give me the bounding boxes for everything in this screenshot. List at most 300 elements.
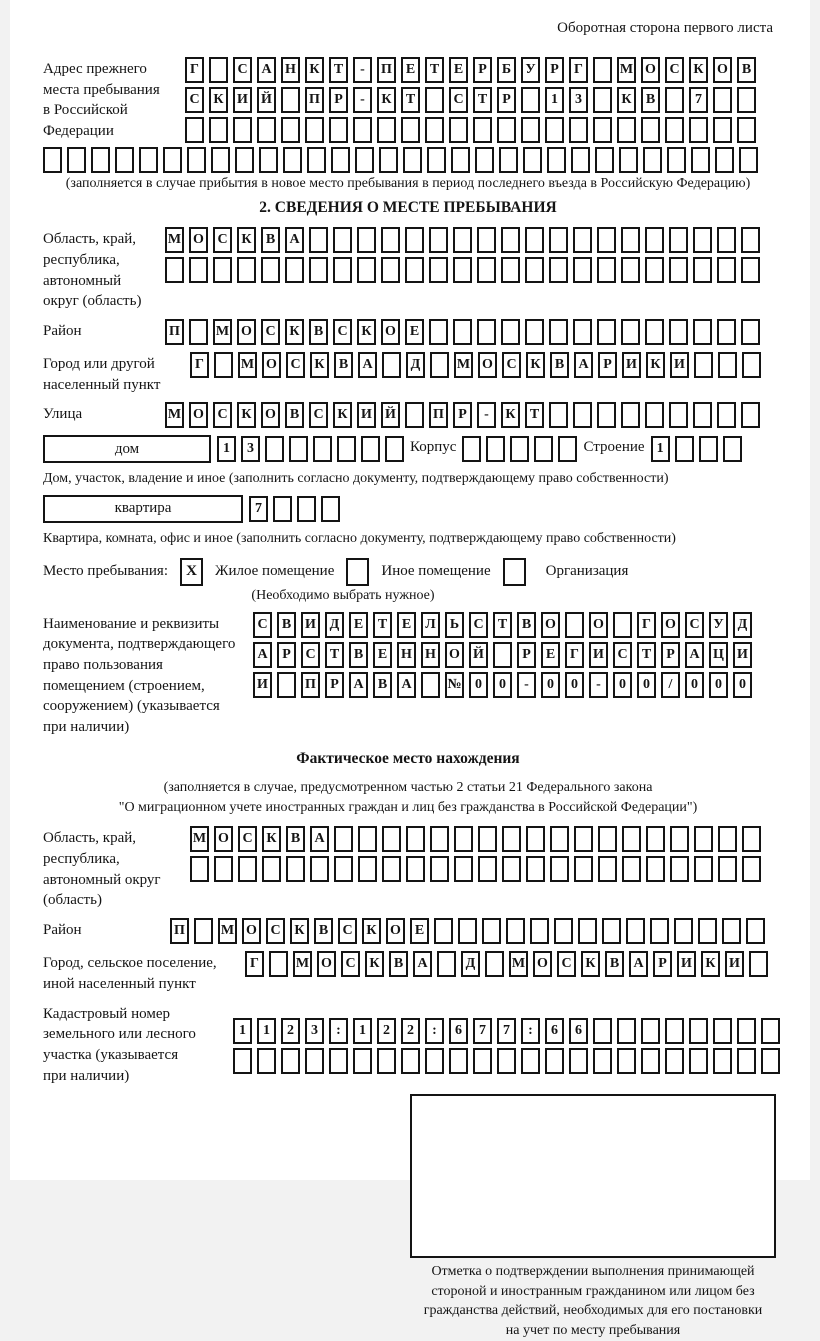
- char-box[interactable]: [670, 856, 689, 882]
- char-box[interactable]: [578, 918, 597, 944]
- char-box[interactable]: :: [521, 1018, 540, 1044]
- char-box[interactable]: К: [617, 87, 636, 113]
- char-box[interactable]: С: [266, 918, 285, 944]
- char-box[interactable]: 7: [249, 496, 268, 522]
- char-box[interactable]: [453, 257, 472, 283]
- char-box[interactable]: Й: [381, 402, 400, 428]
- char-box[interactable]: [526, 856, 545, 882]
- char-box[interactable]: [746, 918, 765, 944]
- char-box[interactable]: О: [214, 826, 233, 852]
- char-box[interactable]: В: [314, 918, 333, 944]
- char-box[interactable]: А: [349, 672, 368, 698]
- char-box[interactable]: 2: [281, 1018, 300, 1044]
- char-box[interactable]: П: [377, 57, 396, 83]
- char-box[interactable]: [643, 147, 662, 173]
- char-box[interactable]: [485, 951, 504, 977]
- char-box[interactable]: И: [622, 352, 641, 378]
- char-box[interactable]: [622, 826, 641, 852]
- char-box[interactable]: [430, 856, 449, 882]
- char-box[interactable]: К: [310, 352, 329, 378]
- char-box[interactable]: Е: [541, 642, 560, 668]
- char-box[interactable]: [309, 257, 328, 283]
- char-box[interactable]: /: [661, 672, 680, 698]
- char-box[interactable]: [477, 227, 496, 253]
- char-box[interactable]: [477, 257, 496, 283]
- char-box[interactable]: [713, 87, 732, 113]
- char-box[interactable]: [482, 918, 501, 944]
- char-box[interactable]: 3: [569, 87, 588, 113]
- char-box[interactable]: А: [358, 352, 377, 378]
- char-box[interactable]: [617, 1018, 636, 1044]
- char-box[interactable]: [525, 319, 544, 345]
- char-box[interactable]: [334, 826, 353, 852]
- char-box[interactable]: А: [413, 951, 432, 977]
- char-box[interactable]: 6: [449, 1018, 468, 1044]
- char-box[interactable]: Т: [493, 612, 512, 638]
- char-box[interactable]: [645, 227, 664, 253]
- char-box[interactable]: К: [237, 402, 256, 428]
- char-box[interactable]: [550, 856, 569, 882]
- char-box[interactable]: О: [445, 642, 464, 668]
- char-box[interactable]: -: [477, 402, 496, 428]
- residential-checkbox[interactable]: X: [180, 558, 203, 586]
- char-box[interactable]: [427, 147, 446, 173]
- char-box[interactable]: [669, 257, 688, 283]
- char-box[interactable]: А: [574, 352, 593, 378]
- char-box[interactable]: [233, 117, 252, 143]
- char-box[interactable]: [698, 918, 717, 944]
- char-box[interactable]: [737, 1048, 756, 1074]
- char-box[interactable]: [626, 918, 645, 944]
- char-box[interactable]: [458, 918, 477, 944]
- char-box[interactable]: [437, 951, 456, 977]
- char-box[interactable]: [641, 1048, 660, 1074]
- char-box[interactable]: К: [362, 918, 381, 944]
- char-box[interactable]: [593, 117, 612, 143]
- char-box[interactable]: [297, 496, 316, 522]
- char-box[interactable]: [694, 856, 713, 882]
- char-box[interactable]: И: [733, 642, 752, 668]
- char-box[interactable]: [305, 117, 324, 143]
- char-box[interactable]: Р: [325, 672, 344, 698]
- char-box[interactable]: К: [357, 319, 376, 345]
- char-box[interactable]: [723, 436, 742, 462]
- char-box[interactable]: 2: [377, 1018, 396, 1044]
- char-box[interactable]: 0: [493, 672, 512, 698]
- house-type-field[interactable]: дом: [43, 435, 211, 463]
- char-box[interactable]: Н: [281, 57, 300, 83]
- char-box[interactable]: -: [589, 672, 608, 698]
- char-box[interactable]: С: [341, 951, 360, 977]
- char-box[interactable]: [693, 319, 712, 345]
- char-box[interactable]: 0: [613, 672, 632, 698]
- char-box[interactable]: П: [165, 319, 184, 345]
- char-box[interactable]: [269, 951, 288, 977]
- char-box[interactable]: Е: [401, 57, 420, 83]
- char-box[interactable]: [674, 918, 693, 944]
- char-box[interactable]: [617, 1048, 636, 1074]
- char-box[interactable]: В: [641, 87, 660, 113]
- char-box[interactable]: П: [301, 672, 320, 698]
- char-box[interactable]: [713, 1018, 732, 1044]
- char-box[interactable]: 1: [651, 436, 670, 462]
- char-box[interactable]: -: [517, 672, 536, 698]
- char-box[interactable]: [646, 856, 665, 882]
- char-box[interactable]: [357, 227, 376, 253]
- char-box[interactable]: -: [353, 57, 372, 83]
- char-box[interactable]: [574, 856, 593, 882]
- char-box[interactable]: [425, 117, 444, 143]
- char-box[interactable]: П: [429, 402, 448, 428]
- char-box[interactable]: И: [589, 642, 608, 668]
- char-box[interactable]: [573, 402, 592, 428]
- char-box[interactable]: С: [309, 402, 328, 428]
- char-box[interactable]: [691, 147, 710, 173]
- char-box[interactable]: [739, 147, 758, 173]
- char-box[interactable]: [741, 402, 760, 428]
- char-box[interactable]: [67, 147, 86, 173]
- char-box[interactable]: [547, 147, 566, 173]
- char-box[interactable]: [329, 1048, 348, 1074]
- char-box[interactable]: [425, 87, 444, 113]
- char-box[interactable]: [475, 147, 494, 173]
- char-box[interactable]: [597, 319, 616, 345]
- char-box[interactable]: [353, 117, 372, 143]
- char-box[interactable]: [235, 147, 254, 173]
- char-box[interactable]: [718, 856, 737, 882]
- char-box[interactable]: [694, 352, 713, 378]
- char-box[interactable]: [617, 117, 636, 143]
- char-box[interactable]: [554, 918, 573, 944]
- char-box[interactable]: [526, 826, 545, 852]
- char-box[interactable]: Т: [525, 402, 544, 428]
- char-box[interactable]: [333, 227, 352, 253]
- char-box[interactable]: С: [557, 951, 576, 977]
- char-box[interactable]: О: [478, 352, 497, 378]
- char-box[interactable]: [310, 856, 329, 882]
- char-box[interactable]: [693, 402, 712, 428]
- char-box[interactable]: [641, 117, 660, 143]
- char-box[interactable]: [645, 319, 664, 345]
- char-box[interactable]: 6: [545, 1018, 564, 1044]
- char-box[interactable]: М: [165, 402, 184, 428]
- char-box[interactable]: [645, 402, 664, 428]
- char-box[interactable]: Г: [565, 642, 584, 668]
- char-box[interactable]: Е: [449, 57, 468, 83]
- char-box[interactable]: [717, 402, 736, 428]
- char-box[interactable]: [334, 856, 353, 882]
- apartment-type-field[interactable]: квартира: [43, 495, 243, 523]
- char-box[interactable]: [574, 826, 593, 852]
- char-box[interactable]: [453, 227, 472, 253]
- char-box[interactable]: [194, 918, 213, 944]
- char-box[interactable]: И: [301, 612, 320, 638]
- char-box[interactable]: У: [521, 57, 540, 83]
- char-box[interactable]: В: [605, 951, 624, 977]
- char-box[interactable]: А: [629, 951, 648, 977]
- char-box[interactable]: О: [242, 918, 261, 944]
- char-box[interactable]: [595, 147, 614, 173]
- char-box[interactable]: [358, 826, 377, 852]
- char-box[interactable]: [214, 352, 233, 378]
- char-box[interactable]: [699, 436, 718, 462]
- char-box[interactable]: [593, 1018, 612, 1044]
- char-box[interactable]: Г: [637, 612, 656, 638]
- char-box[interactable]: [593, 1048, 612, 1074]
- char-box[interactable]: Г: [569, 57, 588, 83]
- char-box[interactable]: [549, 227, 568, 253]
- char-box[interactable]: Г: [190, 352, 209, 378]
- char-box[interactable]: С: [333, 319, 352, 345]
- char-box[interactable]: 0: [565, 672, 584, 698]
- char-box[interactable]: [665, 87, 684, 113]
- char-box[interactable]: [573, 319, 592, 345]
- char-box[interactable]: [91, 147, 110, 173]
- char-box[interactable]: [621, 402, 640, 428]
- char-box[interactable]: [449, 1048, 468, 1074]
- char-box[interactable]: -: [353, 87, 372, 113]
- char-box[interactable]: [645, 257, 664, 283]
- char-box[interactable]: М: [238, 352, 257, 378]
- char-box[interactable]: В: [309, 319, 328, 345]
- char-box[interactable]: [499, 147, 518, 173]
- char-box[interactable]: Р: [598, 352, 617, 378]
- char-box[interactable]: Т: [373, 612, 392, 638]
- char-box[interactable]: [741, 257, 760, 283]
- char-box[interactable]: К: [689, 57, 708, 83]
- char-box[interactable]: [283, 147, 302, 173]
- char-box[interactable]: Т: [329, 57, 348, 83]
- char-box[interactable]: [501, 319, 520, 345]
- char-box[interactable]: В: [349, 642, 368, 668]
- char-box[interactable]: [451, 147, 470, 173]
- char-box[interactable]: [331, 147, 350, 173]
- char-box[interactable]: №: [445, 672, 464, 698]
- char-box[interactable]: [689, 1048, 708, 1074]
- char-box[interactable]: [573, 227, 592, 253]
- char-box[interactable]: К: [701, 951, 720, 977]
- char-box[interactable]: [189, 319, 208, 345]
- char-box[interactable]: [115, 147, 134, 173]
- char-box[interactable]: [321, 496, 340, 522]
- char-box[interactable]: [237, 257, 256, 283]
- char-box[interactable]: А: [685, 642, 704, 668]
- char-box[interactable]: 7: [473, 1018, 492, 1044]
- char-box[interactable]: [285, 257, 304, 283]
- char-box[interactable]: [737, 1018, 756, 1044]
- char-box[interactable]: [425, 1048, 444, 1074]
- char-box[interactable]: [718, 352, 737, 378]
- char-box[interactable]: [478, 856, 497, 882]
- char-box[interactable]: [545, 117, 564, 143]
- char-box[interactable]: [665, 1048, 684, 1074]
- char-box[interactable]: [281, 87, 300, 113]
- char-box[interactable]: С: [449, 87, 468, 113]
- char-box[interactable]: Р: [545, 57, 564, 83]
- char-box[interactable]: В: [285, 402, 304, 428]
- char-box[interactable]: [379, 147, 398, 173]
- char-box[interactable]: С: [469, 612, 488, 638]
- char-box[interactable]: [405, 227, 424, 253]
- char-box[interactable]: О: [317, 951, 336, 977]
- char-box[interactable]: М: [293, 951, 312, 977]
- char-box[interactable]: О: [533, 951, 552, 977]
- char-box[interactable]: С: [253, 612, 272, 638]
- char-box[interactable]: А: [310, 826, 329, 852]
- char-box[interactable]: [741, 319, 760, 345]
- char-box[interactable]: [545, 1048, 564, 1074]
- char-box[interactable]: У: [709, 612, 728, 638]
- char-box[interactable]: [737, 87, 756, 113]
- char-box[interactable]: [665, 117, 684, 143]
- char-box[interactable]: С: [613, 642, 632, 668]
- char-box[interactable]: [534, 436, 553, 462]
- confirmation-mark-box[interactable]: [410, 1094, 776, 1258]
- char-box[interactable]: [277, 672, 296, 698]
- char-box[interactable]: [749, 951, 768, 977]
- char-box[interactable]: О: [713, 57, 732, 83]
- char-box[interactable]: О: [237, 319, 256, 345]
- char-box[interactable]: [329, 117, 348, 143]
- char-box[interactable]: [602, 918, 621, 944]
- char-box[interactable]: О: [541, 612, 560, 638]
- char-box[interactable]: [187, 147, 206, 173]
- char-box[interactable]: [477, 319, 496, 345]
- char-box[interactable]: [281, 117, 300, 143]
- char-box[interactable]: [401, 117, 420, 143]
- char-box[interactable]: [189, 257, 208, 283]
- char-box[interactable]: К: [365, 951, 384, 977]
- char-box[interactable]: И: [233, 87, 252, 113]
- char-box[interactable]: [262, 856, 281, 882]
- char-box[interactable]: Е: [349, 612, 368, 638]
- char-box[interactable]: [669, 227, 688, 253]
- char-box[interactable]: Р: [329, 87, 348, 113]
- char-box[interactable]: [550, 826, 569, 852]
- char-box[interactable]: 7: [689, 87, 708, 113]
- char-box[interactable]: [406, 856, 425, 882]
- char-box[interactable]: [741, 227, 760, 253]
- char-box[interactable]: [265, 436, 284, 462]
- char-box[interactable]: [139, 147, 158, 173]
- char-box[interactable]: [761, 1048, 780, 1074]
- char-box[interactable]: [233, 1048, 252, 1074]
- char-box[interactable]: К: [333, 402, 352, 428]
- char-box[interactable]: И: [670, 352, 689, 378]
- char-box[interactable]: [593, 57, 612, 83]
- char-box[interactable]: С: [502, 352, 521, 378]
- char-box[interactable]: Р: [453, 402, 472, 428]
- char-box[interactable]: [598, 856, 617, 882]
- char-box[interactable]: [361, 436, 380, 462]
- char-box[interactable]: О: [261, 402, 280, 428]
- char-box[interactable]: К: [209, 87, 228, 113]
- char-box[interactable]: [670, 826, 689, 852]
- char-box[interactable]: [259, 147, 278, 173]
- char-box[interactable]: [569, 1048, 588, 1074]
- char-box[interactable]: [525, 227, 544, 253]
- char-box[interactable]: [565, 612, 584, 638]
- char-box[interactable]: О: [589, 612, 608, 638]
- char-box[interactable]: П: [170, 918, 189, 944]
- char-box[interactable]: [646, 826, 665, 852]
- char-box[interactable]: [621, 319, 640, 345]
- char-box[interactable]: [493, 642, 512, 668]
- char-box[interactable]: [289, 436, 308, 462]
- char-box[interactable]: Л: [421, 612, 440, 638]
- char-box[interactable]: [549, 402, 568, 428]
- char-box[interactable]: 1: [545, 87, 564, 113]
- char-box[interactable]: К: [646, 352, 665, 378]
- organization-checkbox[interactable]: [503, 558, 526, 586]
- char-box[interactable]: [667, 147, 686, 173]
- char-box[interactable]: [257, 117, 276, 143]
- char-box[interactable]: [403, 147, 422, 173]
- char-box[interactable]: [619, 147, 638, 173]
- char-box[interactable]: [521, 117, 540, 143]
- char-box[interactable]: Д: [461, 951, 480, 977]
- char-box[interactable]: Е: [410, 918, 429, 944]
- char-box[interactable]: [525, 257, 544, 283]
- char-box[interactable]: Р: [661, 642, 680, 668]
- char-box[interactable]: [454, 826, 473, 852]
- char-box[interactable]: 1: [233, 1018, 252, 1044]
- char-box[interactable]: Б: [497, 57, 516, 83]
- char-box[interactable]: [257, 1048, 276, 1074]
- char-box[interactable]: Е: [397, 612, 416, 638]
- char-box[interactable]: [401, 1048, 420, 1074]
- char-box[interactable]: [621, 257, 640, 283]
- char-box[interactable]: [650, 918, 669, 944]
- char-box[interactable]: [497, 1048, 516, 1074]
- char-box[interactable]: [742, 826, 761, 852]
- char-box[interactable]: [478, 826, 497, 852]
- char-box[interactable]: [689, 117, 708, 143]
- char-box[interactable]: [717, 227, 736, 253]
- char-box[interactable]: В: [550, 352, 569, 378]
- char-box[interactable]: [675, 436, 694, 462]
- char-box[interactable]: [214, 856, 233, 882]
- char-box[interactable]: О: [641, 57, 660, 83]
- char-box[interactable]: [502, 826, 521, 852]
- char-box[interactable]: [473, 1048, 492, 1074]
- char-box[interactable]: Т: [401, 87, 420, 113]
- char-box[interactable]: 0: [709, 672, 728, 698]
- char-box[interactable]: [355, 147, 374, 173]
- char-box[interactable]: [381, 257, 400, 283]
- char-box[interactable]: М: [190, 826, 209, 852]
- char-box[interactable]: [209, 117, 228, 143]
- char-box[interactable]: [622, 856, 641, 882]
- char-box[interactable]: В: [334, 352, 353, 378]
- char-box[interactable]: С: [665, 57, 684, 83]
- char-box[interactable]: [213, 257, 232, 283]
- char-box[interactable]: [473, 117, 492, 143]
- char-box[interactable]: 6: [569, 1018, 588, 1044]
- char-box[interactable]: [713, 117, 732, 143]
- char-box[interactable]: К: [581, 951, 600, 977]
- char-box[interactable]: [273, 496, 292, 522]
- char-box[interactable]: С: [238, 826, 257, 852]
- char-box[interactable]: [377, 117, 396, 143]
- char-box[interactable]: [261, 257, 280, 283]
- char-box[interactable]: М: [454, 352, 473, 378]
- char-box[interactable]: [497, 117, 516, 143]
- char-box[interactable]: [742, 856, 761, 882]
- char-box[interactable]: К: [237, 227, 256, 253]
- char-box[interactable]: 3: [305, 1018, 324, 1044]
- char-box[interactable]: [597, 402, 616, 428]
